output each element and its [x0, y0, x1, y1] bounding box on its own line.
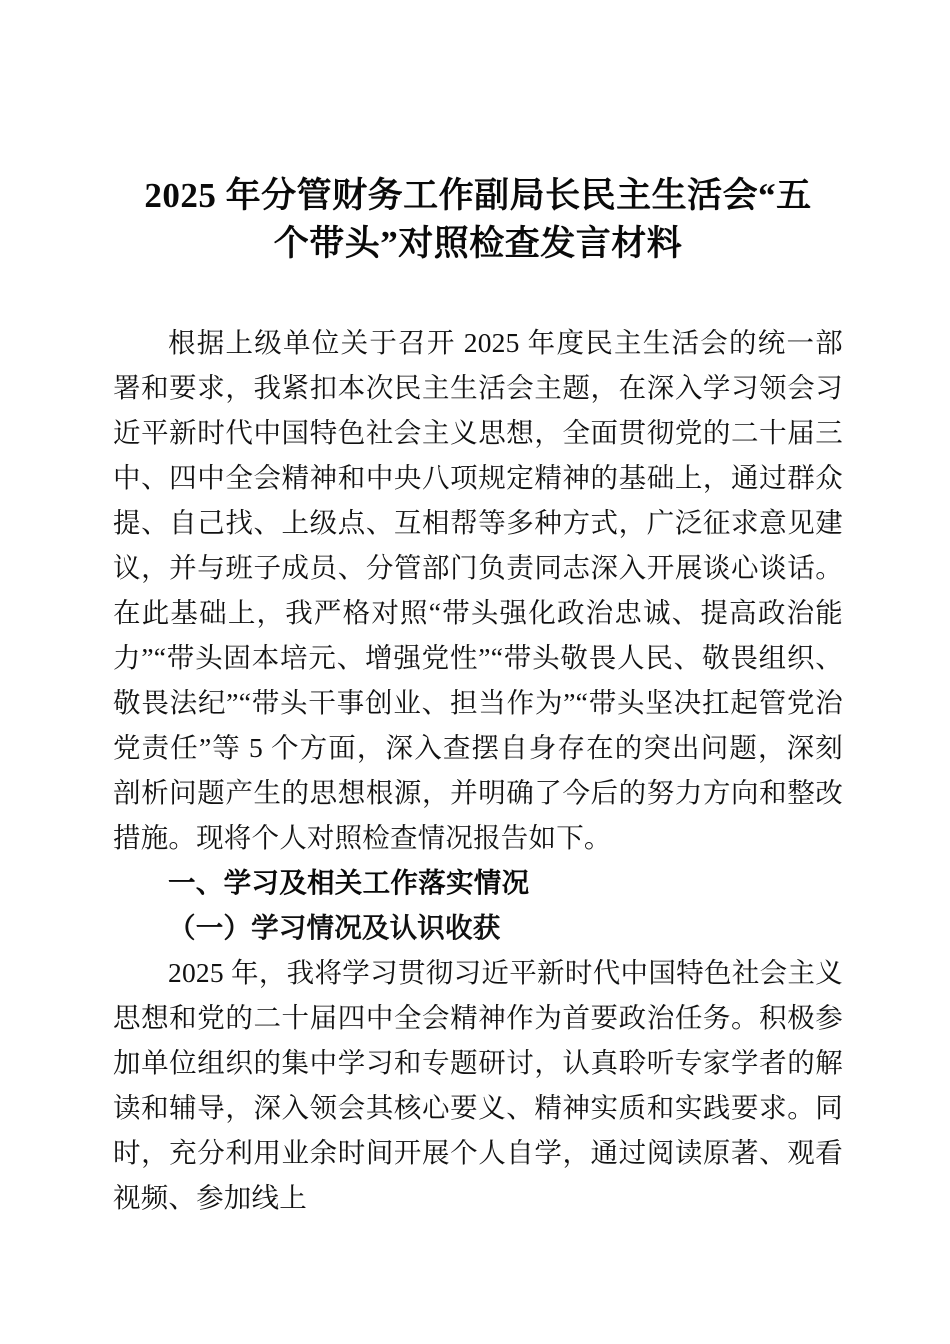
- page-title-line-2: 个带头”对照检查发言材料: [273, 224, 683, 263]
- document-content: [113, 150, 843, 1220]
- section-heading-1: 一、学习及相关工作落实情况: [168, 867, 530, 898]
- paragraph-intro: 根据上级单位关于召开 2025 年度民主生活会的统一部署和要求，我紧扣本次民主生活会主题，在深入学习领会习近平新时代中国特色社会主义思想，全面贯彻党的二十届三中、四中全会精神和中央八项规定精神的基础上，通过群众提、自己找、上级点、互相帮等多种方式，广泛征求意见建议，并与班子成员、分管部门负责同志深入开展谈心谈话。在此基础上，我严格对照“带头强化政治忠诚、提高政治能力”“带头固本培元、增强党性”“带头敬畏人民、敬畏组织、敬畏法纪”“带头干事创业、担当作为”“带头坚决扛起管党治党责任”等 5 个方面，深入查摆自身存在的突出问题，深刻剖析问题产生的思想根源，并明确了今后的努力方向和整改措施。现将个人对照检查情况报告如下。: [113, 327, 843, 853]
- subsection-heading-1-1: （一）学习情况及认识收获: [168, 912, 501, 943]
- paragraph-study-body: 2025 年，我将学习贯彻习近平新时代中国特色社会主义思想和党的二十届四中全会精神作为首要政治任务。积极参加单位组织的集中学习和专题研讨，认真聆听专家学者的解读和辅导，深入领会其核心要义、精神实质和实践要求。同时，充分利用业余时间开展个人自学，通过阅读原著、观看视频、参加线上: [113, 957, 843, 1213]
- page-title-line-1: 2025 年分管财务工作副局长民主生活会“五: [144, 176, 812, 215]
- page-title: [113, 150, 843, 268]
